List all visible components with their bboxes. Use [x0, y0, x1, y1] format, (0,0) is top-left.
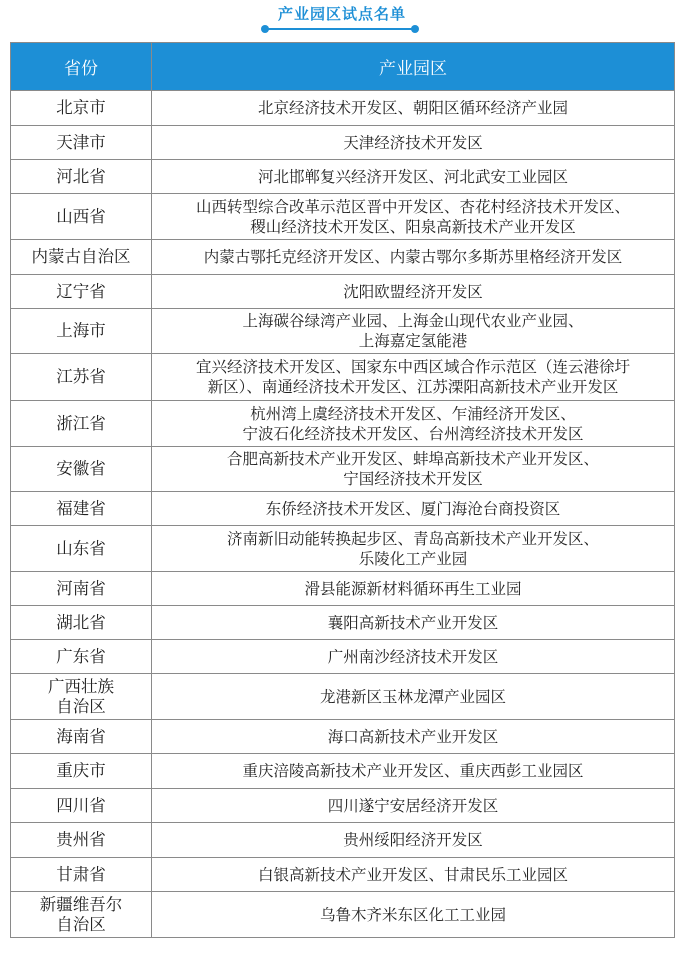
table-row — [11, 754, 675, 789]
province-cell: 山西省 — [11, 194, 152, 240]
park-cell: 北京经济技术开发区、朝阳区循环经济产业园 — [152, 91, 675, 126]
province-cell: 辽宁省 — [11, 275, 152, 309]
header-province: 省份 — [11, 43, 152, 91]
province-cell: 新疆维吾尔 自治区 — [11, 892, 152, 938]
park-cell: 山西转型综合改革示范区晋中开发区、杏花村经济技术开发区、 稷山经济技术开发区、阳泉高新技术产业开发区 — [152, 194, 675, 240]
pilot-park-table — [10, 42, 675, 938]
park-cell: 上海碳谷绿湾产业园、上海金山现代农业产业园、 上海嘉定氢能港 — [152, 309, 675, 354]
province-cell: 北京市 — [11, 91, 152, 126]
park-cell: 四川遂宁安居经济开发区 — [152, 789, 675, 823]
province-cell: 广西壮族 自治区 — [11, 674, 152, 720]
header-park: 产业园区 — [152, 43, 675, 91]
table-body — [11, 91, 675, 938]
table-row — [11, 606, 675, 640]
park-cell: 河北邯郸复兴经济开发区、河北武安工业园区 — [152, 160, 675, 194]
province-cell: 浙江省 — [11, 401, 152, 447]
park-cell: 襄阳高新技术产业开发区 — [152, 606, 675, 640]
park-cell: 宜兴经济技术开发区、国家东中西区域合作示范区（连云港徐圩 新区）、南通经济技术开发区、江苏溧阳高新技术产业开发区 — [152, 354, 675, 401]
table-row — [11, 572, 675, 606]
park-cell: 贵州绥阳经济开发区 — [152, 823, 675, 858]
province-cell: 贵州省 — [11, 823, 152, 858]
table-row — [11, 91, 675, 126]
park-cell: 广州南沙经济技术开发区 — [152, 640, 675, 674]
province-cell: 江苏省 — [11, 354, 152, 401]
title-area — [0, 0, 684, 42]
park-cell: 杭州湾上虞经济技术开发区、乍浦经济开发区、 宁波石化经济技术开发区、台州湾经济技术开发区 — [152, 401, 675, 447]
park-cell: 天津经济技术开发区 — [152, 126, 675, 160]
province-cell: 河北省 — [11, 160, 152, 194]
park-cell: 滑县能源新材料循环再生工业园 — [152, 572, 675, 606]
province-cell: 广东省 — [11, 640, 152, 674]
province-cell: 河南省 — [11, 572, 152, 606]
park-cell: 沈阳欧盟经济开发区 — [152, 275, 675, 309]
table-row — [11, 401, 675, 447]
table-row — [11, 720, 675, 754]
province-cell: 山东省 — [11, 526, 152, 572]
province-cell: 甘肃省 — [11, 858, 152, 892]
table-row — [11, 447, 675, 492]
park-cell: 合肥高新技术产业开发区、蚌埠高新技术产业开发区、 宁国经济技术开发区 — [152, 447, 675, 492]
province-cell: 重庆市 — [11, 754, 152, 789]
province-cell: 海南省 — [11, 720, 152, 754]
table-row — [11, 126, 675, 160]
province-cell: 内蒙古自治区 — [11, 240, 152, 275]
table-row — [11, 823, 675, 858]
park-cell: 海口高新技术产业开发区 — [152, 720, 675, 754]
page-title: 产业园区试点名单 — [277, 5, 406, 23]
table-row — [11, 492, 675, 526]
park-cell: 乌鲁木齐米东区化工工业园 — [152, 892, 675, 938]
park-cell: 龙港新区玉林龙潭产业园区 — [152, 674, 675, 720]
title-dot-left — [261, 25, 269, 33]
table-row — [11, 789, 675, 823]
province-cell: 四川省 — [11, 789, 152, 823]
table-row — [11, 275, 675, 309]
table-row — [11, 354, 675, 401]
province-cell: 湖北省 — [11, 606, 152, 640]
province-cell: 福建省 — [11, 492, 152, 526]
table-row — [11, 160, 675, 194]
park-cell: 东侨经济技术开发区、厦门海沧台商投资区 — [152, 492, 675, 526]
title-underline — [265, 28, 415, 30]
province-cell: 安徽省 — [11, 447, 152, 492]
table-row — [11, 858, 675, 892]
province-cell: 天津市 — [11, 126, 152, 160]
park-cell: 重庆涪陵高新技术产业开发区、重庆西彭工业园区 — [152, 754, 675, 789]
park-cell: 白银高新技术产业开发区、甘肃民乐工业园区 — [152, 858, 675, 892]
province-cell: 上海市 — [11, 309, 152, 354]
table-row — [11, 526, 675, 572]
table-row — [11, 640, 675, 674]
table-row — [11, 892, 675, 938]
park-cell: 济南新旧动能转换起步区、青岛高新技术产业开发区、 乐陵化工产业园 — [152, 526, 675, 572]
title-dot-right — [411, 25, 419, 33]
table-row — [11, 194, 675, 240]
table-row — [11, 309, 675, 354]
table-row — [11, 240, 675, 275]
park-cell: 内蒙古鄂托克经济开发区、内蒙古鄂尔多斯苏里格经济开发区 — [152, 240, 675, 275]
table-row — [11, 674, 675, 720]
table-header-row — [11, 43, 675, 91]
